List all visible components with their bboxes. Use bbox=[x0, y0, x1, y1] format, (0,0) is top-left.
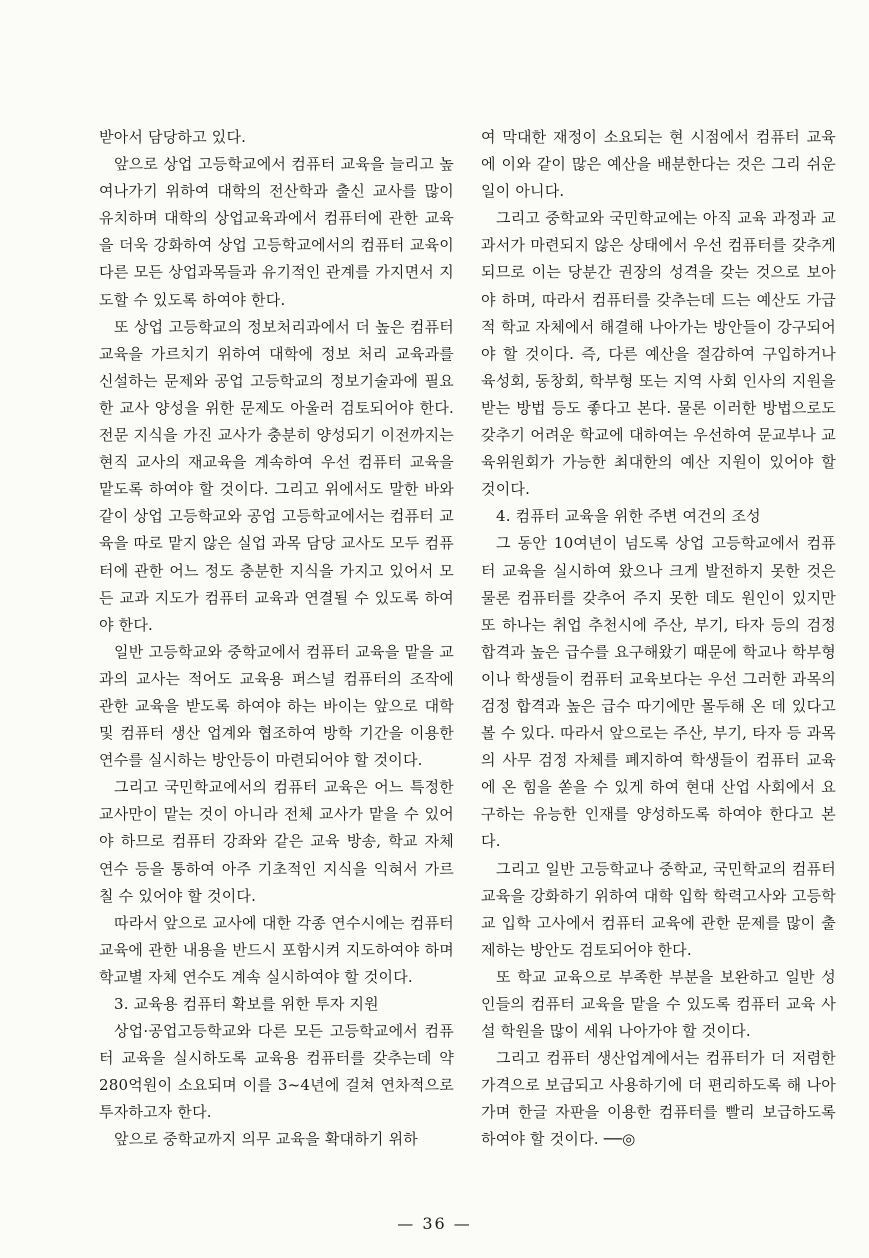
paragraph: 받아서 담당하고 있다. bbox=[99, 128, 247, 146]
section-heading: 4. 컴퓨터 교육을 위한 주변 여건의 조성 bbox=[496, 507, 761, 526]
paragraph: 그 동안 10여년이 넘도록 상업 고등학교에서 컴퓨터 교육을 실시하여 왔으나 크게 발전하지 못한 것은 물론 컴퓨터를 갖추어 주지 못한 데도 원인이 있지만 또 하나는 취업 추천시에 주산, 부기, 타자 등의 검정 합격과 높은 급수를 요구해왔기 때문에 학교나 학부형이나 학생들이 컴퓨터 교육보다는 우선 그러한 과목의 검정 합격과 높은 급수 따기에만 몰두해 온 데 있다고 볼 수 있다. 따라서 앞으로는 주산, 부기, 타자 등 과목의 사무 검정 자체를 폐지하여 학생들이 컴퓨터 교육에 온 힘을 쏟을 수 있게 하여 현대 산업 사회에서 요구하는 유능한 인재를 양성하도록 하여야 한다고 본다. bbox=[481, 534, 836, 851]
paragraph: 그리고 일반 고등학교나 중학교, 국민학교의 컴퓨터 교육을 강화하기 위하여 대학 입학 학력고사와 고등학교 입학 고사에서 컴퓨터 교육에 관한 문제를 많이 출제하는 방안도 검토되어야 한다. bbox=[481, 859, 836, 959]
paragraph: 또 상업 고등학교의 정보처리과에서 더 높은 컴퓨터 교육을 가르치기 위하여 대학에 정보 처리 교육과를 신설하는 문제와 공업 고등학교의 정보기술과에 필요한 교사 양성을 위한 문제도 아울러 검토되어야 한다. 전문 지식을 가진 교사가 충분히 양성되기 이전까지는 현직 교사의 재교육을 계속하여 우선 컴퓨터 교육을 맡도록 하여야 할 것이다. 그리고 위에서도 말한 바와 같이 상업 고등학교와 공업 고등학교에서는 컴퓨터 교육을 따로 맡지 않은 실업 과목 담당 교사도 모두 컴퓨터에 관한 어느 정도 충분한 지식을 가지고 있어서 모든 교과 지도가 컴퓨터 교육과 연결될 수 있도록 하여야 한다. bbox=[99, 317, 454, 634]
paragraph: 그리고 중학교와 국민학교에는 아직 교육 과정과 교과서가 마련되지 않은 상태에서 우선 컴퓨터를 갖추게 되므로 이는 당분간 권장의 성격을 갖는 것으로 보아야 하며, 따라서 컴퓨터를 갖추는데 드는 예산도 가급적 학교 자체에서 해결해 나아가는 방안들이 강구되어야 할 것이다. 즉, 다른 예산을 절감하여 구입하거나 육성회, 동창회, 학부형 또는 지역 사회 인사의 지원을 받는 방법 등도 좋다고 본다. 물론 이러한 방법으로도 갖추기 어려운 학교에 대하여는 우선하여 문교부나 교육위원회가 가능한 최대한의 예산 지원이 있어야 할 것이다. bbox=[481, 209, 836, 499]
paragraph bbox=[481, 1045, 836, 1153]
paragraph: 그리고 국민학교에서의 컴퓨터 교육은 어느 특정한 교사만이 맡는 것이 아니라 전체 교사가 맡을 수 있어야 하므로 컴퓨터 강좌와 같은 교육 방송, 학교 자체 연수 등을 통하여 아주 기초적인 지식을 익혀서 가르칠 수 있어야 할 것이다. bbox=[99, 778, 454, 905]
right-column bbox=[481, 124, 836, 1154]
page-number: — 36 — bbox=[397, 1214, 472, 1233]
end-mark: ──◎ bbox=[598, 1130, 636, 1149]
paragraph: 따라서 앞으로 교사에 대한 각종 연수시에는 컴퓨터 교육에 관한 내용을 반드시 포함시켜 지도하여야 하며 학교별 자체 연수도 계속 실시하여야 할 것이다. bbox=[99, 913, 454, 986]
section-heading: 3. 교육용 컴퓨터 확보를 위한 투자 지원 bbox=[114, 995, 379, 1013]
paragraph: 일반 고등학교와 중학교에서 컴퓨터 교육을 맡을 교과의 교사는 적어도 교육용 퍼스널 컴퓨터의 조작에 관한 교육을 받도록 하여야 하는 바이는 앞으로 대학 및 컴퓨터 생산 업계와 협조하여 방학 기간을 이용한 연수를 실시하는 방안등이 마련되어야 할 것이다. bbox=[99, 642, 454, 770]
paragraph: 또 학교 교육으로 부족한 부분을 보완하고 일반 성인들의 컴퓨터 교육을 맡을 수 있도록 컴퓨터 교육 사설 학원을 많이 세워 나아가야 할 것이다. bbox=[481, 967, 836, 1041]
paragraph: 앞으로 중학교까지 의무 교육을 확대하기 위하 bbox=[114, 1130, 418, 1149]
paragraph: 여 막대한 재정이 소요되는 현 시점에서 컴퓨터 교육에 이와 같이 많은 예산을 배분한다는 것은 그리 쉬운 일이 아니다. bbox=[481, 128, 836, 201]
paragraph-text: 그리고 컴퓨터 생산업계에서는 컴퓨터가 더 저렴한 가격으로 보급되고 사용하기에 더 편리하도록 해 나아가며 한글 자판을 이용한 컴퓨터를 빨리 보급하도록 하여야 할 것이다. bbox=[481, 1049, 836, 1149]
paragraph: 앞으로 상업 고등학교에서 컴퓨터 교육을 늘리고 높여나가기 위하여 대학의 전산학과 출신 교사를 많이 유치하며 대학의 상업교육과에서 컴퓨터에 관한 교육을 더욱 강화하여 상업 고등학교에서의 컴퓨터 교육이 다른 모든 상업과목들과 유기적인 관계를 가지면서 지도할 수 있도록 하여야 한다. bbox=[99, 155, 454, 309]
left-column bbox=[99, 124, 454, 1154]
paragraph: 상업·공업고등학교와 다른 모든 고등학교에서 컴퓨터 교육을 실시하도록 교육용 컴퓨터를 갖추는데 약 280억원이 소요되며 이를 3~4년에 걸쳐 연차적으로 투자하고자 한다. bbox=[99, 1022, 454, 1122]
